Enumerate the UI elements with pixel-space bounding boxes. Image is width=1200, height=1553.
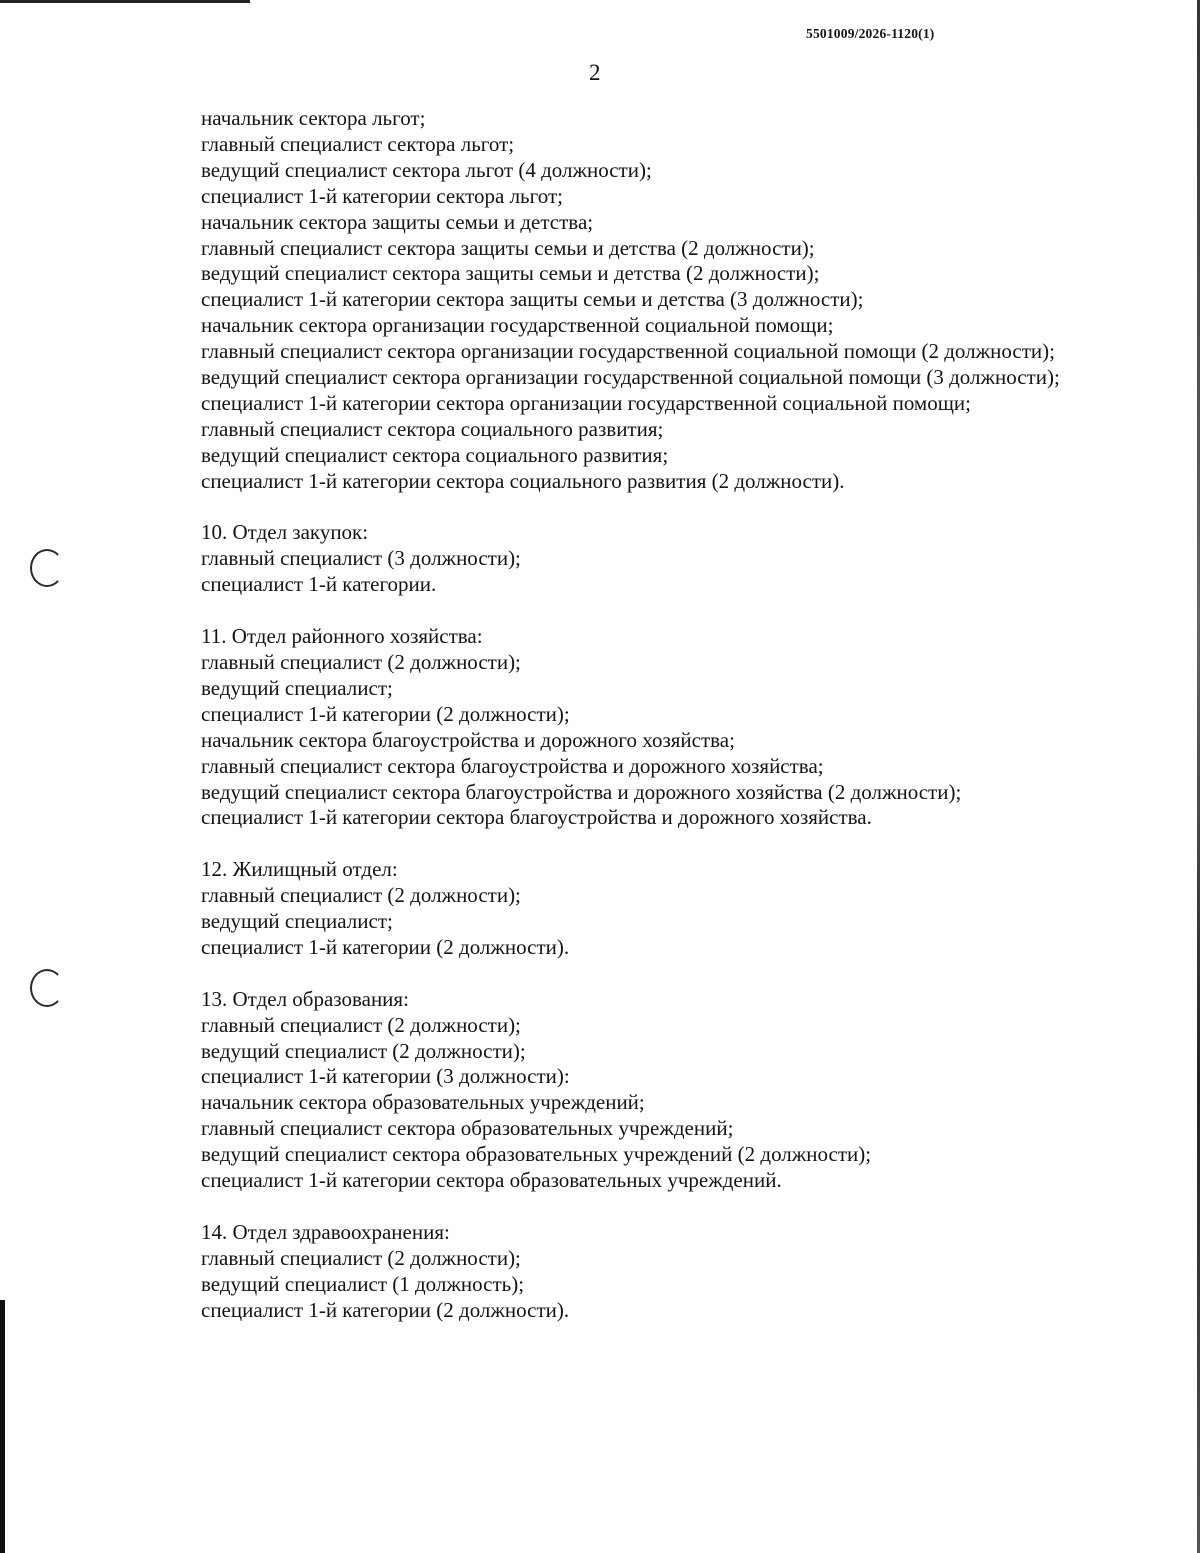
list-item: ведущий специалист; — [201, 909, 393, 934]
list-item: главный специалист сектора льгот; — [201, 131, 515, 156]
list-item: специалист 1-й категории (2 должности); — [201, 701, 570, 726]
list-item-wrapped: ведущий специалист сектора благоустройства и дорожного хозяйства (2 должности); — [201, 779, 962, 804]
list-item: ведущий специалист сектора льгот (4 должности); — [201, 157, 652, 182]
list-item: начальник сектора льгот; — [201, 106, 426, 130]
list-item: специалист 1-й категории сектора льгот; — [201, 183, 563, 208]
punch-hole-mark — [30, 549, 64, 587]
list-item: специалист 1-й категории сектора образовательных учреждений. — [201, 1168, 782, 1193]
list-item: начальник сектора защиты семьи и детства; — [201, 209, 594, 234]
section-title: 10. Отдел закупок: — [201, 520, 369, 545]
list-item: ведущий специалист сектора социального развития; — [201, 442, 669, 467]
list-item: специалист 1-й категории (2 должности). — [201, 1297, 570, 1322]
list-item: начальник сектора организации государственной социальной помощи; — [201, 313, 834, 338]
page-number: 2 — [589, 60, 601, 85]
list-item: ведущий специалист сектора защиты семьи и детства (2 должности); — [201, 261, 820, 286]
document-body — [133, 106, 1077, 1324]
list-item: специалист 1-й категории (3 должности): — [201, 1064, 570, 1089]
list-item: главный специалист сектора образовательных учреждений; — [201, 1116, 734, 1141]
list-item: главный специалист сектора социального развития; — [201, 416, 664, 441]
scan-edge-left — [0, 1300, 5, 1553]
scan-edge-top — [0, 0, 250, 3]
list-item: ведущий специалист; — [201, 675, 393, 700]
section-title: 13. Отдел образования: — [201, 986, 409, 1011]
list-item-wrapped: главный специалист сектора организации государственной социальной помощи (2 должности); — [201, 339, 1055, 364]
list-item: главный специалист (3 должности); — [201, 546, 521, 571]
list-item: специалист 1-й категории сектора благоустройства и дорожного хозяйства. — [201, 805, 872, 830]
list-item: специалист 1-й категории. — [201, 572, 437, 597]
list-item: ведущий специалист сектора образовательных учреждений (2 должности); — [201, 1142, 872, 1167]
list-item: специалист 1-й категории сектора защиты семьи и детства (3 должности); — [201, 287, 864, 312]
section-title: 14. Отдел здравоохранения: — [201, 1219, 450, 1244]
list-item: начальник сектора благоустройства и дорожного хозяйства; — [201, 727, 735, 752]
list-item: главный специалист (2 должности); — [201, 1245, 521, 1270]
list-item: главный специалист (2 должности); — [201, 883, 521, 908]
punch-hole-mark — [30, 969, 64, 1007]
list-item: начальник сектора образовательных учреждений; — [201, 1090, 645, 1115]
list-item: ведущий специалист (2 должности); — [201, 1038, 526, 1063]
list-item: ведущий специалист (1 должность); — [201, 1271, 525, 1296]
list-item: специалист 1-й категории (2 должности). — [201, 934, 570, 959]
section-title: 12. Жилищный отдел: — [201, 857, 398, 882]
list-item: главный специалист сектора защиты семьи и детства (2 должности); — [201, 235, 815, 260]
list-item: главный специалист (2 должности); — [201, 650, 521, 674]
list-item: главный специалист (2 должности); — [201, 1012, 521, 1037]
section-title: 11. Отдел районного хозяйства: — [201, 624, 483, 649]
list-item-wrapped: специалист 1-й категории сектора организации государственной социальной помощи; — [201, 390, 971, 415]
list-item: главный специалист сектора благоустройства и дорожного хозяйства; — [201, 753, 824, 778]
document-number: 5501009/2026-1120(1) — [806, 26, 935, 41]
list-item-wrapped: ведущий специалист сектора организации государственной социальной помощи (3 должности); — [201, 365, 1060, 390]
list-item: специалист 1-й категории сектора социального развития (2 должности). — [201, 468, 845, 493]
